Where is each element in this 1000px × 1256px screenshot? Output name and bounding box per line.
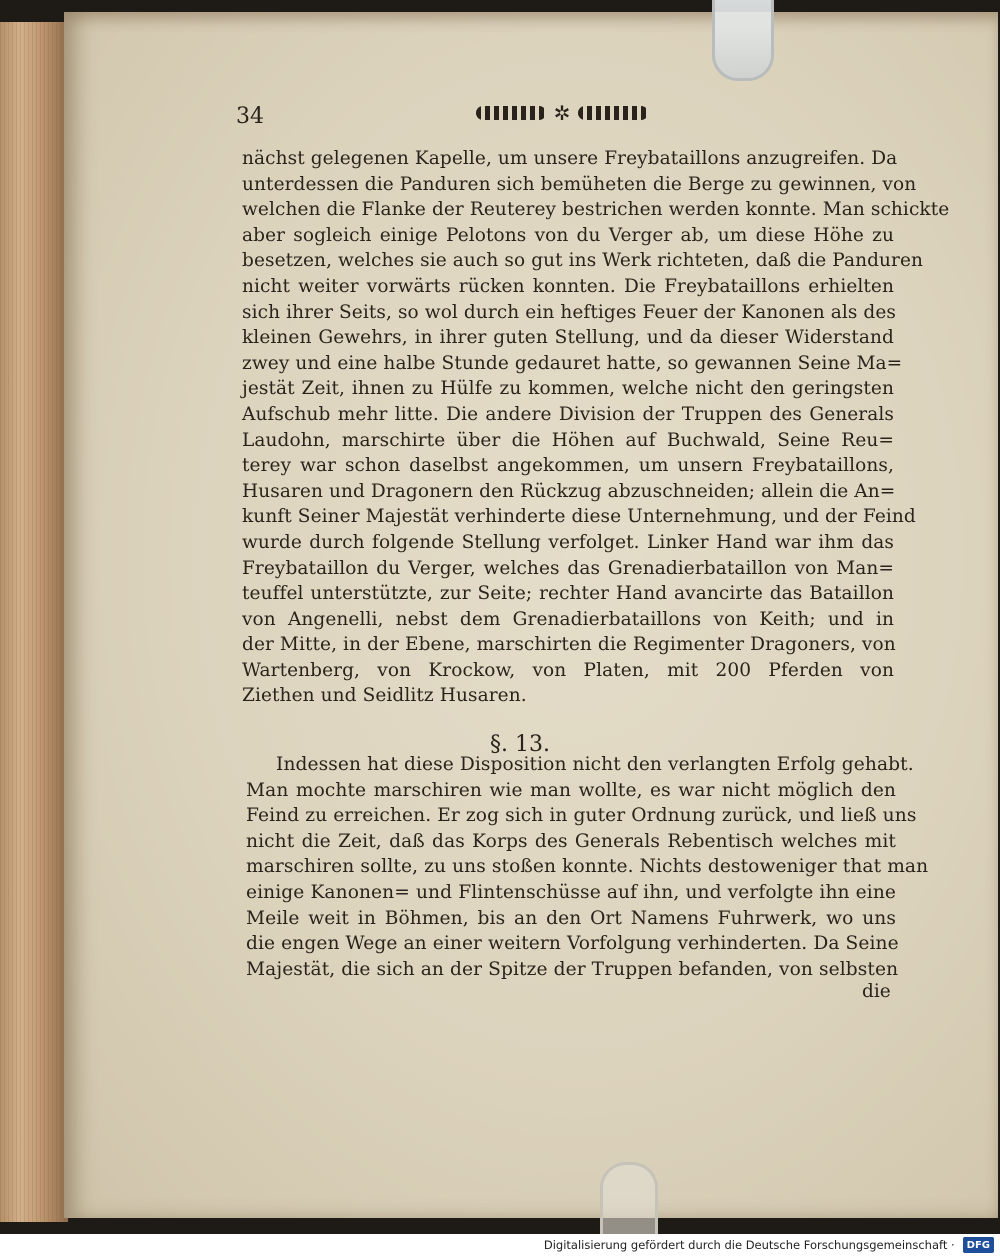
text-line: einige Kanonen= und Flintenschüsse auf ihn, und verfolgte ihn eine (246, 881, 896, 903)
footer-bar (0, 1234, 1000, 1256)
text-line: aber sogleich einige Pelotons von du Verger ab, um diese Höhe zu (242, 224, 894, 246)
text-line: marschiren sollte, zu uns stoßen konnte. Nichts destoweniger that man (246, 856, 929, 878)
catchword: die (862, 981, 891, 1002)
text-line: teuffel unterstützte, zur Seite; rechter Hand avancirte das Bataillon (242, 583, 894, 605)
text-line: Indessen hat diese Disposition nicht den verlangten Erfolg gehabt. (276, 754, 914, 775)
text-line: Majestät, die sich an der Spitze der Truppen befanden, von selbsten (246, 958, 899, 980)
text-line: Freybataillon du Verger, welches das Grenadierbataillon von Man= (242, 557, 894, 579)
body-text-paragraph-2 (246, 752, 929, 982)
text-line: Man mochte marschiren wie man wollte, es war nicht möglich den (246, 779, 896, 801)
ornament-star-icon: ✲ (553, 102, 571, 125)
ornament-right-icon (578, 106, 648, 120)
text-line: Aufschub mehr litte. Die andere Division der Truppen des Generals (242, 403, 894, 425)
text-line: kunft Seiner Majestät verhinderte diese Unternehmung, und der Feind (242, 506, 916, 528)
bottom-page-clip (600, 1162, 658, 1234)
section-heading-label: §. 13. (490, 732, 550, 757)
text-line: zwey und eine halbe Stunde gedauret hatte, so gewannen Seine Ma= (242, 352, 903, 374)
text-line: sich ihrer Seits, so wol durch ein heftiges Feuer der Kanonen als des (242, 301, 897, 323)
top-page-clip (712, 0, 774, 81)
text-line: nicht die Zeit, daß das Korps des Generals Rebentisch welches mit (246, 830, 896, 852)
text-line: die engen Wege an einer weitern Vorfolgung verhinderten. Da Seine (246, 933, 899, 955)
text-line: Feind zu erreichen. Er zog sich in guter Ordnung zurück, und ließ uns (246, 805, 917, 827)
text-line: Meile weit in Böhmen, bis an den Ort Namens Fuhrwerk, wo uns (246, 907, 896, 929)
text-line: der Mitte, in der Ebene, marschirten die Regimenter Dragoners, von (242, 634, 896, 656)
text-line: Ziethen und Seidlitz Husaren. (242, 685, 527, 707)
text-line: jestät Zeit, ihnen zu Hülfe zu kommen, welche nicht den geringsten (242, 378, 894, 400)
body-text-paragraph-1 (242, 146, 950, 709)
ornament-icon (462, 98, 662, 128)
text-line: besetzen, welches sie auch so gut ins Werk richteten, daß die Panduren (242, 250, 924, 272)
ornament-left-icon (476, 106, 546, 120)
page-number: 34 (236, 104, 264, 129)
text-line: Wartenberg, von Krockow, von Platen, mit 200 Pferden von (242, 659, 894, 681)
funding-credit: Digitalisierung gefördert durch die Deutsche Forschungsgemeinschaft · (543, 1238, 955, 1252)
text-line: welchen die Flanke der Reuterey bestrichen werden konnte. Man schickte (242, 199, 950, 221)
book-spine-edge (0, 22, 68, 1222)
text-line: wurde durch folgende Stellung verfolget. Linker Hand war ihm das (242, 531, 894, 553)
text-line: Husaren und Dragonern den Rückzug abzuschneiden; allein die An= (242, 480, 896, 502)
text-line: unterdessen die Panduren sich bemüheten die Berge zu gewinnen, von (242, 173, 917, 195)
text-line: nicht weiter vorwärts rücken konnten. Die Freybataillons erhielten (242, 275, 894, 297)
text-line: kleinen Gewehrs, in ihrer guten Stellung, und da dieser Widerstand (242, 327, 894, 349)
text-line: Laudohn, marschirte über die Höhen auf Buchwald, Seine Reu= (242, 429, 894, 451)
text-line: nächst gelegenen Kapelle, um unsere Freybataillons anzugreifen. Da (242, 148, 898, 169)
dfg-logo-icon[interactable]: DFG (963, 1237, 994, 1253)
text-line: terey war schon daselbst angekommen, um unsern Freybataillons, (242, 455, 894, 477)
text-line: von Angenelli, nebst dem Grenadierbataillons von Keith; und in (242, 608, 894, 630)
